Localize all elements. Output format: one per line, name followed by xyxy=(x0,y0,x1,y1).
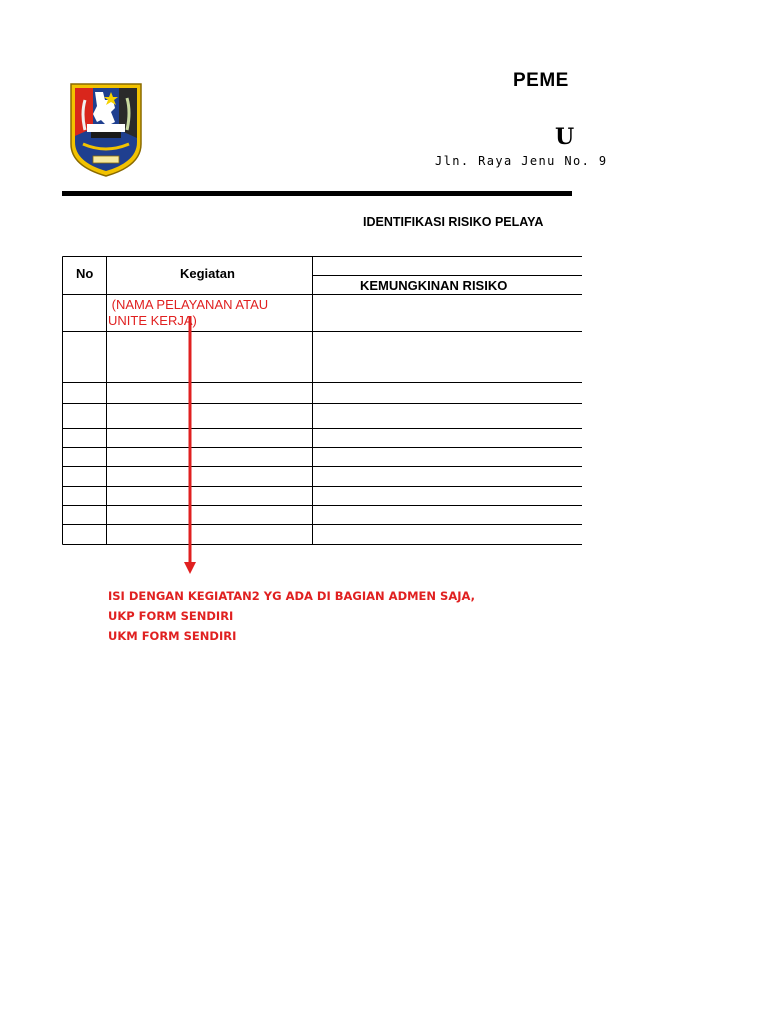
organization-heading: PEME xyxy=(513,70,569,91)
unit-heading: U xyxy=(555,124,575,150)
address-line: Jln. Raya Jenu No. 9 xyxy=(435,154,608,168)
header-divider xyxy=(62,191,572,196)
column-header-no: No xyxy=(76,266,94,281)
document-title: IDENTIFIKASI RISIKO PELAYA xyxy=(363,215,544,229)
regency-emblem-logo xyxy=(67,78,145,178)
instruction-line-2: UKP FORM SENDIRI xyxy=(108,609,234,623)
red-arrow-down-icon xyxy=(180,316,202,578)
instruction-line-3: UKM FORM SENDIRI xyxy=(108,629,237,643)
document-visible-area xyxy=(0,0,608,560)
first-row-kegiatan-line2: UNITE KERJA) xyxy=(108,313,197,328)
instruction-note xyxy=(108,586,475,646)
first-row-kegiatan-line1: (NAMA PELAYANAN ATAU xyxy=(108,297,269,312)
instruction-line-1: ISI DENGAN KEGIATAN2 YG ADA DI BAGIAN ADMEN SAJA, xyxy=(108,589,475,603)
column-header-kemungkinan-risiko: KEMUNGKINAN RISIKO xyxy=(360,278,508,293)
column-header-kegiatan: Kegiatan xyxy=(180,266,235,281)
